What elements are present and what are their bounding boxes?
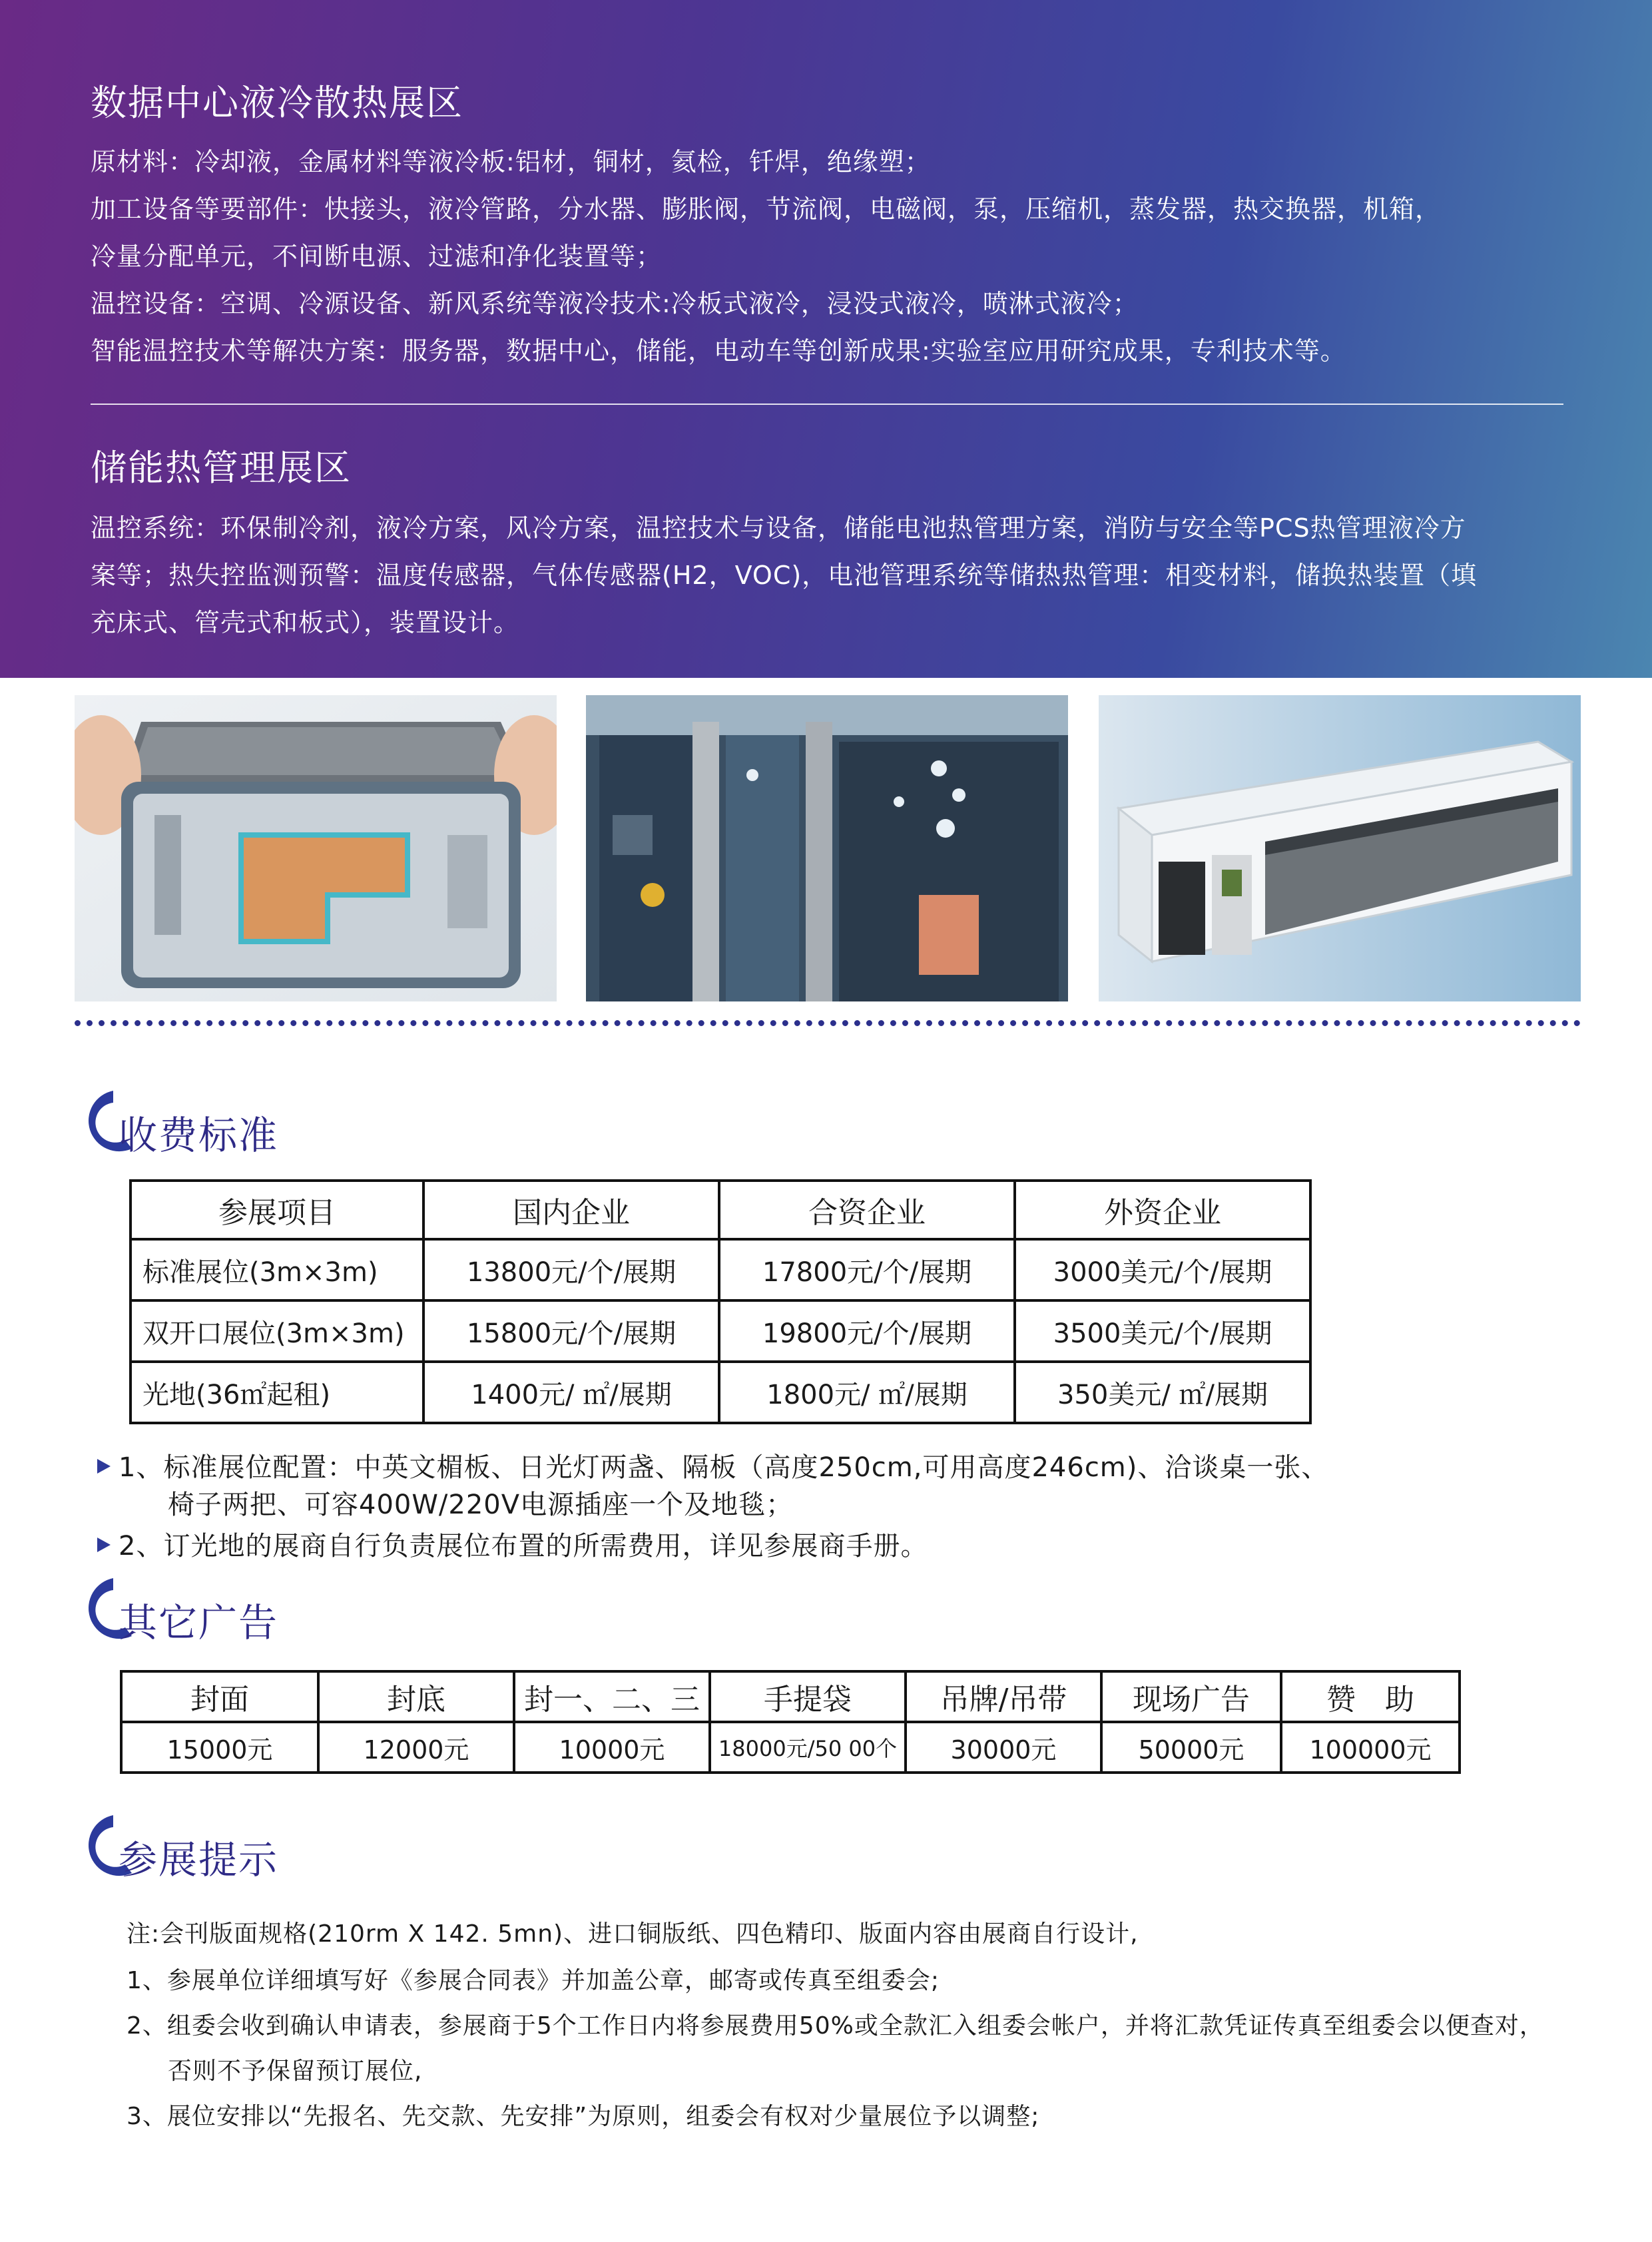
fee-note: 1、标准展位配置：中英文楣板、日光灯两盏、隔板（高度250cm,可用高度246cm)、洽谈桌一张、 xyxy=(119,1452,1329,1483)
table-cell: 50000元 xyxy=(1101,1722,1281,1773)
table-header-cell: 赞 助 xyxy=(1281,1671,1460,1722)
table-cell: 1400元/ ㎡/展期 xyxy=(423,1362,719,1423)
table-header-cell: 吊牌/吊带 xyxy=(906,1671,1101,1722)
tips-section-header xyxy=(72,1810,605,1883)
table-header-row xyxy=(121,1671,1460,1722)
table-header-cell: 封底 xyxy=(318,1671,514,1722)
table-cell: 3000美元/个/展期 xyxy=(1015,1239,1310,1300)
table-cell: 15800元/个/展期 xyxy=(423,1300,719,1362)
immersion-cooling-photo xyxy=(586,695,1068,1001)
triangle-bullet-icon xyxy=(97,1459,111,1474)
table-header-cell: 手提袋 xyxy=(710,1671,906,1722)
table-cell: 12000元 xyxy=(318,1722,514,1773)
zone1-line: 温控设备：空调、冷源设备、新风系统等液冷技术:冷板式液冷，浸没式液冷，喷淋式液冷； xyxy=(91,289,1139,318)
zone2-line: 案等；热失控监测预警：温度传感器，气体传感器(H2，VOC)，电池管理系统等储热热管理：相变材料，储换热装置（填 xyxy=(91,561,1478,590)
table-cell: 13800元/个/展期 xyxy=(423,1239,719,1300)
table-cell: 10000元 xyxy=(514,1722,710,1773)
fee-table xyxy=(129,1179,1312,1424)
header-banner xyxy=(0,0,1652,678)
tip-line: 2、组委会收到确认申请表，参展商于5个工作日内将参展费用50%或全款汇入组委会帐户，并将汇款凭证传真至组委会以便查对， xyxy=(127,2012,1544,2040)
phone-cooling-photo xyxy=(75,695,557,1001)
fee-note: 椅子两把、可容400W/220V电源插座一个及地毯； xyxy=(168,1490,794,1520)
zone1-line: 冷量分配单元，不间断电源、过滤和净化装置等； xyxy=(91,242,663,271)
ads-section-title: 其它广告 xyxy=(119,1600,279,1645)
tip-line: 注:会刊版面规格(210rm X 142. 5mn)、进口铜版纸、四色精印、版面内容由展商自行设计, xyxy=(127,1920,1139,1948)
zone2-line: 温控系统：环保制冷剂，液冷方案，风冷方案，温控技术与设备，储能电池热管理方案，消防与安全等PCS热管理液冷方 xyxy=(91,513,1466,543)
fee-note: 2、订光地的展商自行负责展位布置的所需费用，详见参展商手册。 xyxy=(119,1531,928,1561)
tips-section-title: 参展提示 xyxy=(119,1837,279,1882)
table-header-row xyxy=(131,1181,1310,1239)
table-cell: 350美元/ ㎡/展期 xyxy=(1015,1362,1310,1423)
table-row xyxy=(121,1722,1460,1773)
tip-line: 1、参展单位详细填写好《参展合同表》并加盖公章，邮寄或传真至组委会; xyxy=(127,1967,940,1994)
table-row xyxy=(131,1362,1310,1423)
tip-line: 3、展位安排以“先报名、先交款、先安排”为原则，组委会有权对少量展位予以调整; xyxy=(127,2103,1040,2130)
table-header-cell: 封一、二、三 xyxy=(514,1671,710,1722)
table-cell: 标准展位(3m×3m) xyxy=(131,1239,423,1300)
table-cell: 15000元 xyxy=(121,1722,318,1773)
table-header-cell: 外资企业 xyxy=(1015,1181,1310,1239)
zone2-title: 储能热管理展区 xyxy=(91,447,352,489)
fees-section-header xyxy=(72,1085,605,1159)
zone1-line: 加工设备等要部件：快接头，液冷管路，分水器、膨胀阀，节流阀，电磁阀，泵，压缩机，蒸发器，热交换器，机箱， xyxy=(91,194,1442,224)
table-cell: 3500美元/个/展期 xyxy=(1015,1300,1310,1362)
table-cell: 100000元 xyxy=(1281,1722,1460,1773)
container-datacenter-photo xyxy=(1099,695,1581,1001)
tip-line: 否则不予保留预订展位, xyxy=(168,2058,423,2085)
table-cell: 18000元/50 00个 xyxy=(710,1722,906,1773)
table-header-cell: 合资企业 xyxy=(719,1181,1015,1239)
table-header-cell: 现场广告 xyxy=(1101,1671,1281,1722)
table-cell: 19800元/个/展期 xyxy=(719,1300,1015,1362)
ads-section-header xyxy=(72,1573,605,1646)
banner-divider xyxy=(91,404,1563,405)
table-cell: 17800元/个/展期 xyxy=(719,1239,1015,1300)
zone1-title: 数据中心液冷散热展区 xyxy=(91,82,463,124)
triangle-bullet-icon xyxy=(97,1538,111,1552)
zone1-line: 原材料：冷却液，金属材料等液冷板:铝材，铜材，氦检，钎焊，绝缘塑； xyxy=(91,147,931,176)
table-cell: 光地(36㎡起租) xyxy=(131,1362,423,1423)
table-cell: 30000元 xyxy=(906,1722,1101,1773)
table-row xyxy=(131,1239,1310,1300)
table-header-cell: 封面 xyxy=(121,1671,318,1722)
fees-section-title: 收费标准 xyxy=(119,1113,279,1158)
zone1-line: 智能温控技术等解决方案：服务器，数据中心，储能，电动车等创新成果:实验室应用研究成果，专利技术等。 xyxy=(91,336,1346,366)
table-cell: 1800元/ ㎡/展期 xyxy=(719,1362,1015,1423)
table-row xyxy=(131,1300,1310,1362)
ads-table xyxy=(120,1670,1461,1774)
table-header-cell: 国内企业 xyxy=(423,1181,719,1239)
table-header-cell: 参展项目 xyxy=(131,1181,423,1239)
table-cell: 双开口展位(3m×3m) xyxy=(131,1300,423,1362)
zone2-line: 充床式、管壳式和板式），装置设计。 xyxy=(91,608,520,637)
dotted-divider xyxy=(75,1020,1581,1026)
